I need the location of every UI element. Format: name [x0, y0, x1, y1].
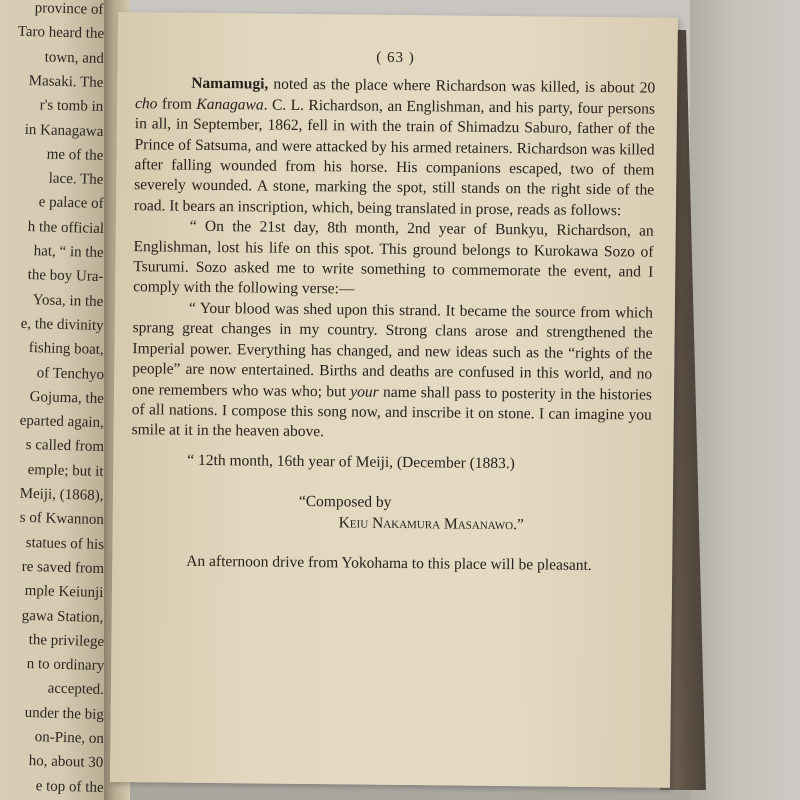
left-page-line: the boy Ura-	[27, 267, 104, 286]
verse-text-2: name shall pass to posterity in the histories of all nations. I compose this song now, and inscribe it on stone. I can imagine you smile at it in the heaven above.	[131, 383, 653, 441]
left-page-line: h the official	[27, 218, 104, 237]
left-page-line: s of Kwannon	[19, 510, 104, 529]
left-page-line: under the big	[24, 704, 104, 723]
table-surface	[690, 0, 800, 800]
namamugi-text-3: . C. L. Richardson, an Englishman, and his party, four persons in all, in September, 1862, fell in with the train of Shimadzu Saburo, father of the Prince of Satsuma, and were attacked by his armed retainers. Richardson was killed after falling wounded from his horse. His companions escaped, two of them severely wounded. A stone, marking the spot, still stands on the right side of the road. It bears an inscription, which, being translated in prose, reads as follows:	[133, 96, 656, 220]
verse-quote	[132, 298, 653, 446]
left-page-line: mple Keiunji	[24, 583, 104, 602]
left-page-line: of Tenchyo	[36, 364, 104, 383]
left-page-line: e palace of	[38, 194, 104, 213]
left-page-line: in Kanagawa	[24, 121, 104, 140]
kanagawa-term: Kanagawa	[196, 95, 264, 114]
left-page-line: accepted.	[47, 680, 104, 699]
left-page-line: Taro heard the	[17, 24, 104, 43]
left-page-line: on-Pine, on	[34, 729, 104, 747]
cho-term: cho	[134, 94, 158, 113]
left-page-line: r's tomb in	[39, 97, 104, 116]
left-page-line: eparted again,	[19, 412, 104, 432]
page-text	[130, 45, 655, 577]
namamugi-paragraph	[134, 74, 655, 222]
composed-by: “Composed by	[298, 493, 392, 512]
left-page-line: e top of the	[35, 777, 104, 796]
left-page-line: e, the divinity	[20, 315, 104, 334]
left-page-line: ho, about 30	[28, 753, 104, 772]
left-page-line: hat, “ in the	[33, 243, 104, 261]
left-page-line: statues of his	[25, 534, 104, 553]
page-number: ( 63 )	[376, 49, 415, 67]
verse-text-1: “ Your blood was shed upon this strand. It became the source from which sprang great changes in my country. Strong clans arose and strengthened the Imperial power. Everything has changed, and new ideas such as the “rights of the people” are now entertained. Births and deaths are confused in this world, and no one remembers who was who; but	[131, 299, 653, 400]
namamugi-text-2: from	[157, 95, 197, 113]
left-page-line: lace. The	[48, 170, 104, 189]
left-page-line: Yosa, in the	[32, 291, 104, 310]
left-page-line: fishing boat,	[28, 340, 104, 359]
left-page-line: province of	[34, 0, 104, 18]
left-page-line: town, and	[44, 49, 104, 67]
author-signature: Keiu Nakamura Masanawo.”	[338, 513, 524, 533]
right-page	[110, 12, 678, 788]
verse-emphasis: your	[350, 382, 379, 401]
left-page-line: re saved from	[21, 558, 104, 577]
left-page-line: Meiji, (1868),	[19, 485, 104, 504]
left-page-line: s called from	[25, 437, 104, 456]
namamugi-heading: Namamugi,	[191, 75, 269, 93]
inscription-quote: “ On the 21st day, 8th month, 2nd year of Bunkyu, Richardson, an Englishman, lost his life on this spot. This ground belongs to Kurokawa Sozo of Tsurumi. Sozo asked me to write something to commemorate the event, and I comply with the following verse:—	[133, 218, 654, 298]
left-page-line: emple; but it	[27, 461, 104, 480]
date-line: “ 12th month, 16th year of Meiji, (December (1883.)	[187, 451, 515, 472]
closing-paragraph: An afternoon drive from Yokohama to this place will be pleasant.	[186, 552, 592, 574]
left-page-line: me of the	[46, 146, 104, 164]
left-page-line: n to ordinary	[26, 656, 104, 675]
left-page-line: Gojuma, the	[29, 388, 104, 407]
left-page-line: the privilege	[28, 631, 104, 650]
left-page	[0, 0, 112, 800]
namamugi-text-1: noted as the place where Richardson was killed, is about 20	[268, 75, 656, 98]
left-page-line: Masaki. The	[28, 72, 104, 91]
left-page-line: gawa Station,	[21, 607, 104, 626]
